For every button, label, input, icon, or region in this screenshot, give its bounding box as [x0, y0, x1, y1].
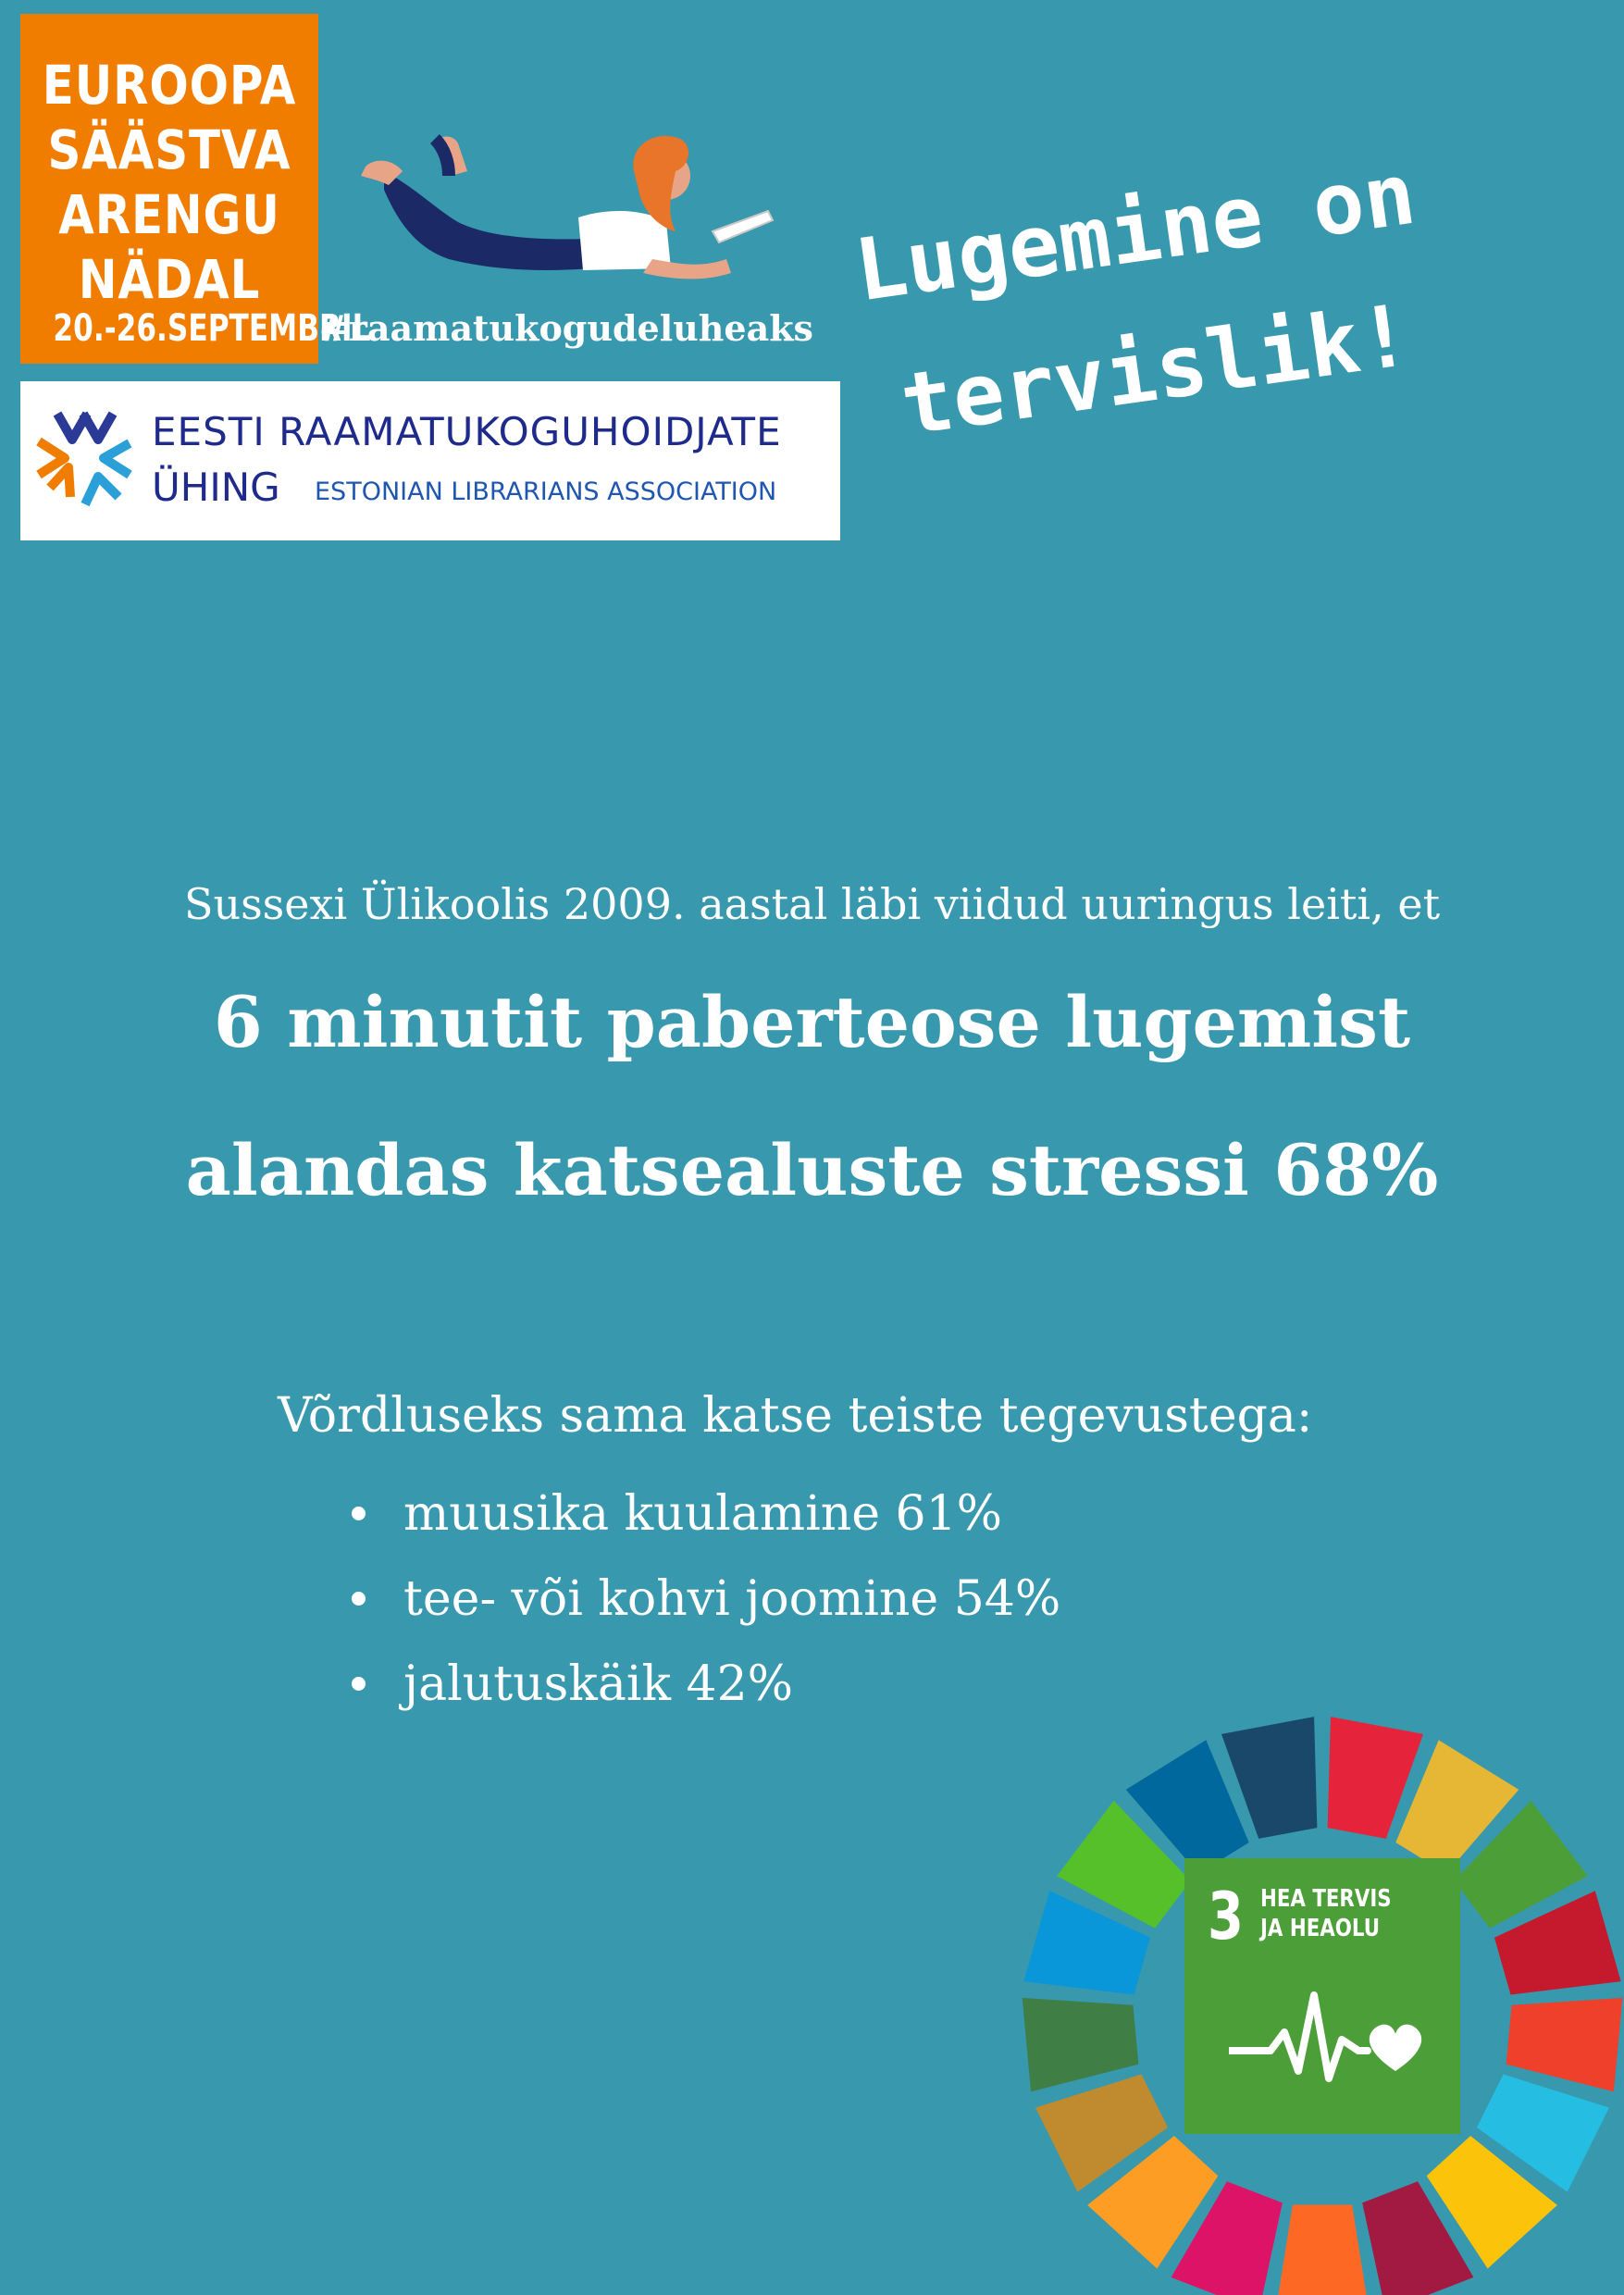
key-finding-line2: alandas katsealuste stressi 68%	[185, 1129, 1439, 1211]
hashtag: #raamatukogudeluheaks	[319, 307, 813, 349]
association-english-name: ESTONIAN LIBRARIANS ASSOCIATION	[315, 478, 777, 506]
sdg-goal-title: HEA TERVIS JA HEAOLU	[1260, 1885, 1392, 1942]
week-logo-line: ARENGU	[58, 183, 280, 246]
key-finding-line1: 6 minutit paberteose lugemist	[213, 981, 1411, 1063]
sdg-goal-number: 3	[1208, 1879, 1244, 1954]
sdg-wheel-segment	[1506, 1998, 1623, 2091]
sdg-wheel-segment	[1275, 2204, 1370, 2295]
headline-line1: Lugemine on	[849, 143, 1421, 321]
heartbeat-icon	[1229, 1979, 1423, 2090]
association-name-line1: EESTI RAAMATUKOGUHOIDJATE	[152, 409, 782, 454]
week-logo-line: NÄDAL	[78, 248, 261, 311]
list-item: muusika kuulamine 61%	[352, 1471, 1060, 1557]
librarians-association-logo	[20, 381, 840, 540]
week-logo-line: EUROOPA	[42, 54, 297, 117]
list-item: tee- või kohvi joomine 54%	[352, 1557, 1060, 1642]
headline-line2: tervislik!	[895, 285, 1417, 455]
sdg-goal-3-card	[1184, 1858, 1460, 2134]
reading-woman-illustration	[347, 120, 782, 282]
sustainable-development-week-logo	[20, 14, 371, 364]
list-item: jalutuskäik 42%	[352, 1642, 1060, 1727]
comparison-intro: Võrdluseks sama katse teiste tegevustega:	[278, 1388, 1313, 1444]
week-logo-dates: 20.-26.SEPTEMBRIL	[53, 307, 371, 350]
headline	[847, 111, 1605, 455]
association-emblem-icon	[30, 404, 139, 514]
association-name-line2: ÜHING	[152, 465, 280, 510]
study-intro: Sussexi Ülikoolis 2009. aastal läbi viidud uuringus leiti, et	[183, 879, 1441, 929]
sdg-wheel-segment	[1023, 1998, 1139, 2091]
week-logo-line: SÄÄSTVA	[47, 118, 291, 181]
